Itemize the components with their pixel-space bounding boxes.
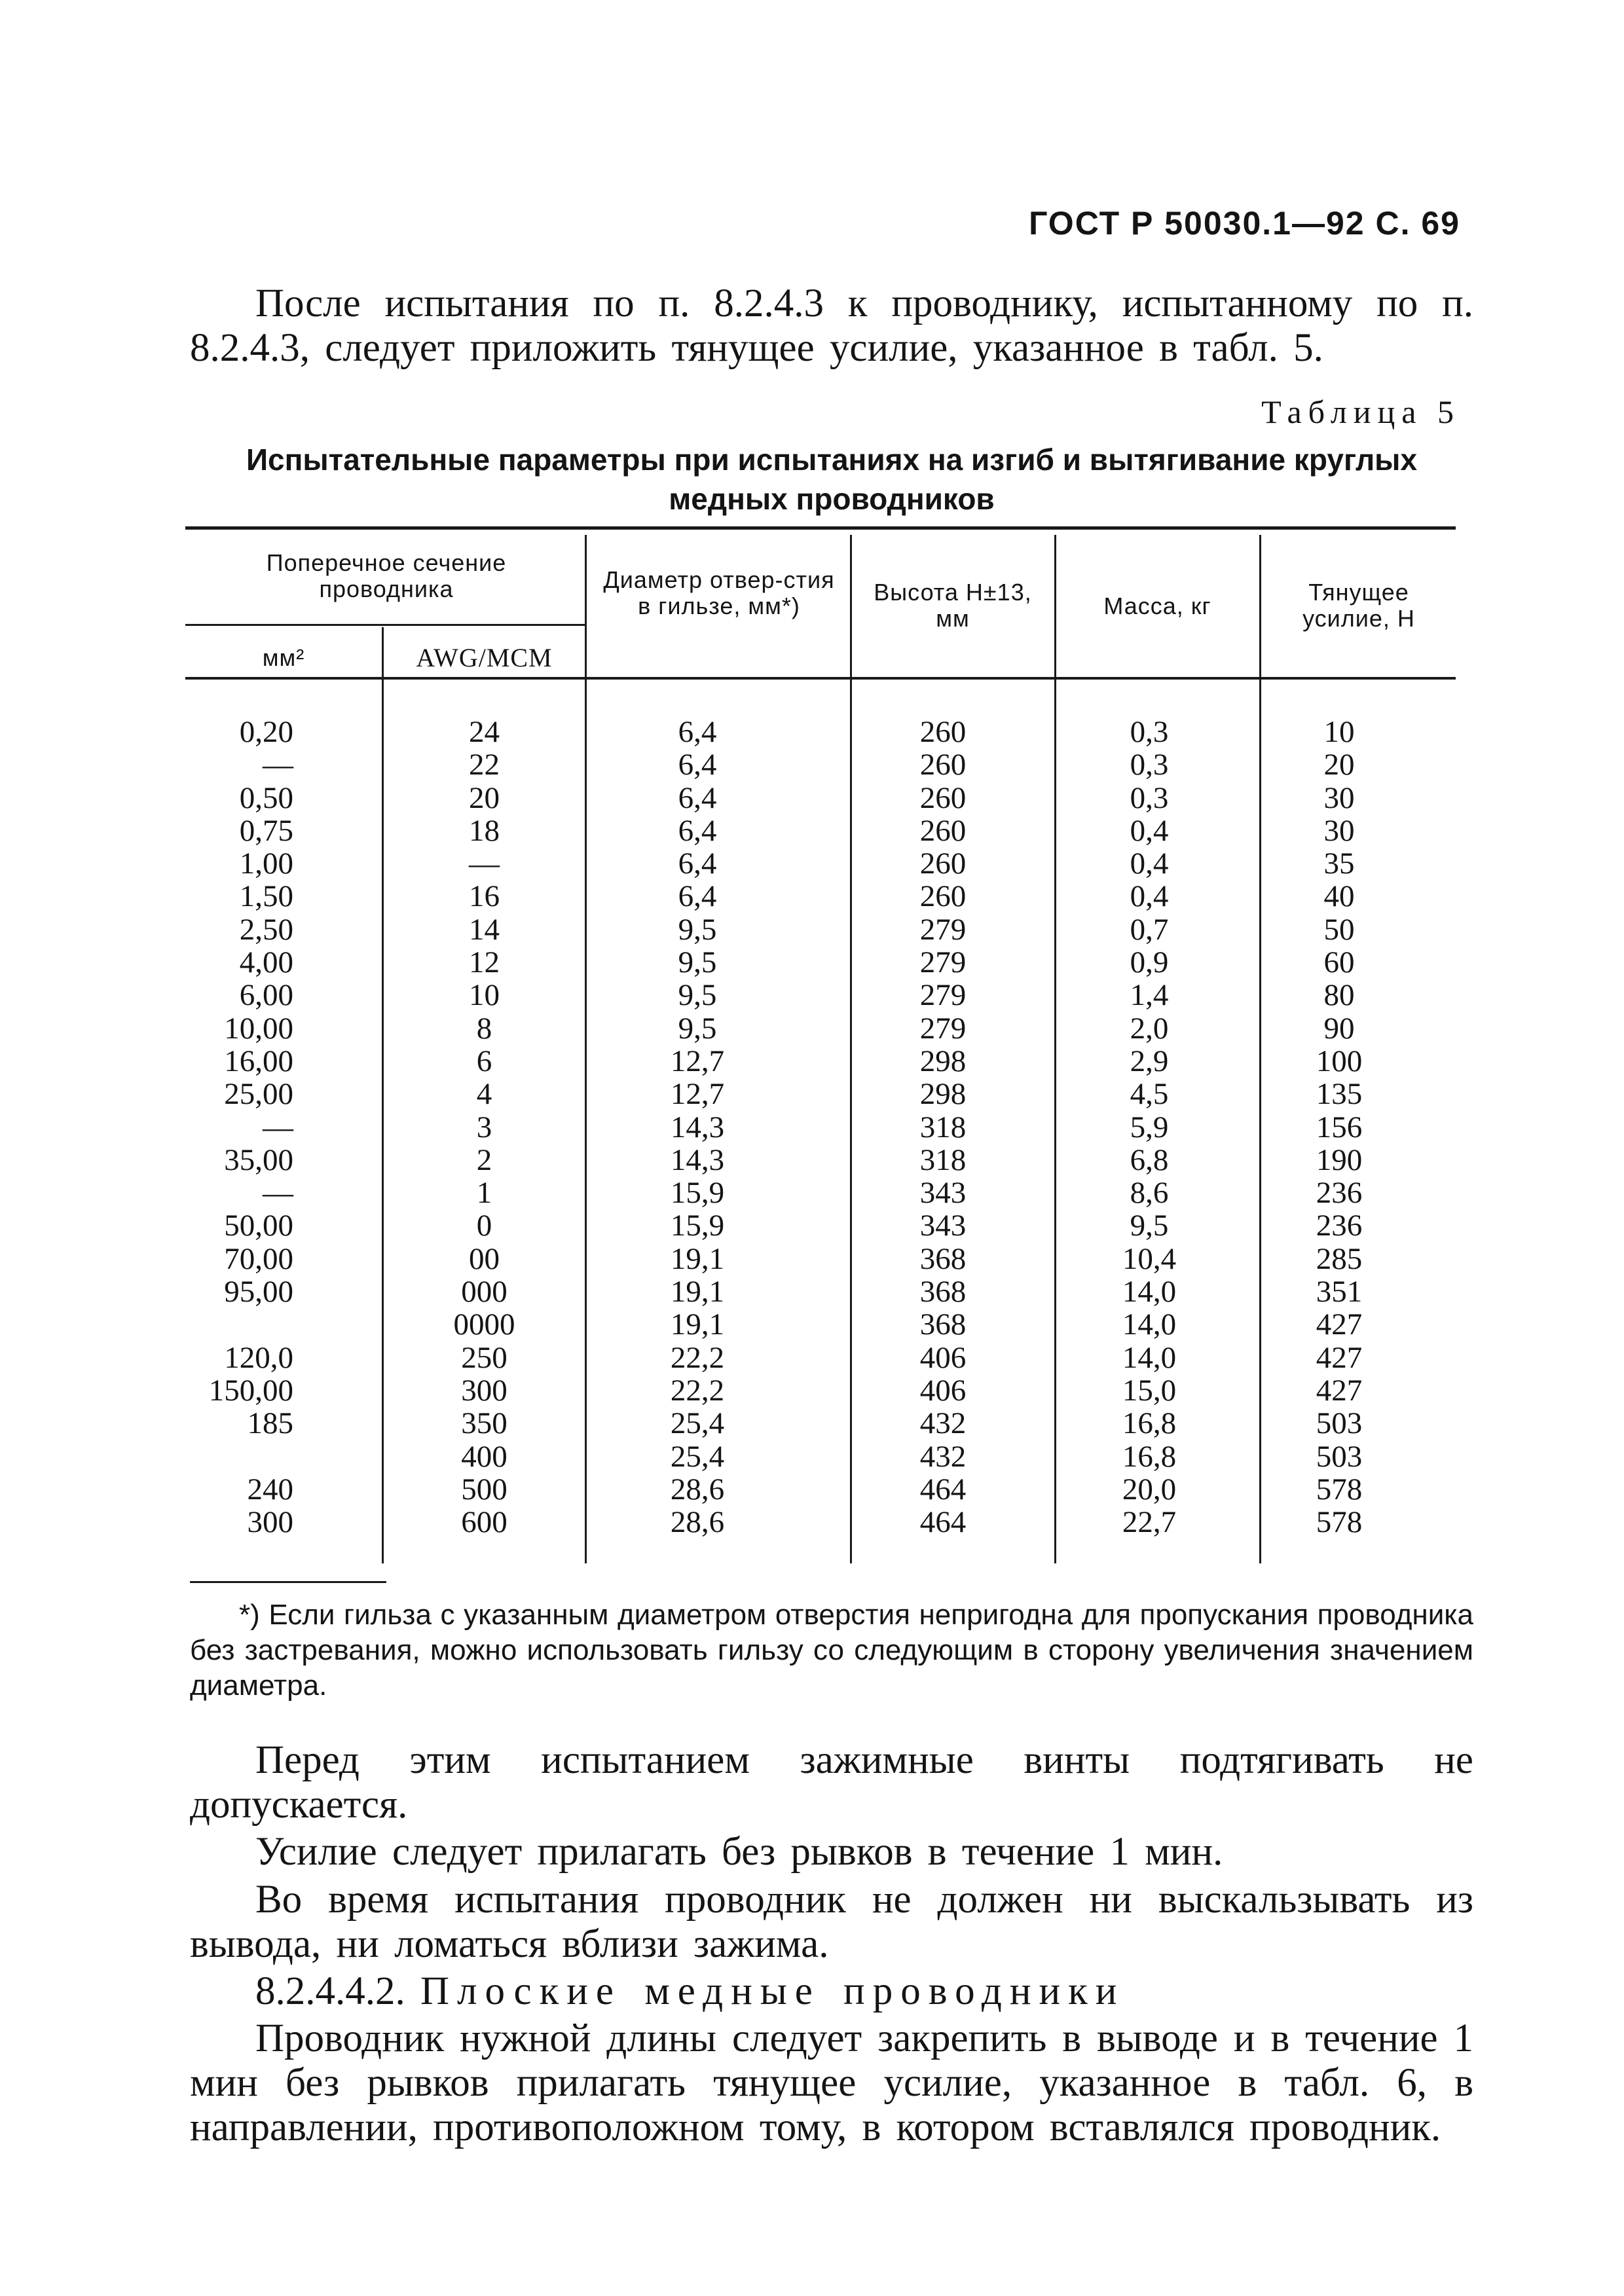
table-cell-height: 318 <box>919 1110 967 1144</box>
table-cell-mm2: 0,20 <box>239 715 293 749</box>
col-divider-3 <box>850 535 852 1563</box>
header-awg: AWG/MCM <box>416 643 553 672</box>
table-cell-mass: 6,8 <box>1130 1142 1169 1177</box>
table-cell-awg: 1 <box>476 1176 492 1211</box>
table-cell-force: 285 <box>1316 1241 1363 1276</box>
table-cell-height: 318 <box>919 1142 967 1177</box>
table-cell-force: 190 <box>1316 1142 1363 1177</box>
table-cell-mass: 10,4 <box>1122 1241 1177 1276</box>
table-cell-diameter: 25,4 <box>670 1406 725 1441</box>
paragraph-2: Усилие следует прилагать без рывков в течение 1 мин. <box>255 1830 1223 1874</box>
table-cell-mm2: 16,00 <box>224 1044 293 1078</box>
table-cell-height: 260 <box>919 748 967 782</box>
table-cell-height: 432 <box>919 1439 967 1474</box>
table-cell-mass: 15,0 <box>1122 1373 1177 1408</box>
table-cell-mm2: — <box>263 1110 293 1144</box>
table-cell-awg: 12 <box>469 945 500 980</box>
table-cell-force: 10 <box>1323 715 1355 749</box>
table-cell-diameter: 6,4 <box>678 748 717 782</box>
table-cell-force: 503 <box>1316 1406 1363 1441</box>
table-cell-height: 464 <box>919 1472 967 1506</box>
table-cell-awg: 0000 <box>453 1307 515 1342</box>
table-cell-force: 236 <box>1316 1209 1363 1243</box>
table-cell-mm2: 240 <box>247 1472 293 1506</box>
table-cell-height: 432 <box>919 1406 967 1441</box>
table-cell-awg: 250 <box>461 1340 507 1375</box>
table-cell-mm2: 10,00 <box>224 1011 293 1046</box>
table-cell-height: 343 <box>919 1176 967 1211</box>
table-cell-mass: 1,4 <box>1130 978 1169 1013</box>
table-cell-awg: 14 <box>469 912 500 947</box>
col-divider-2 <box>585 535 587 1563</box>
table-cell-mass: 14,0 <box>1122 1307 1177 1342</box>
header-diameter: Диаметр отвер-стия в гильзе, мм*) <box>603 566 835 619</box>
table-cell-mass: 2,9 <box>1130 1044 1169 1078</box>
table-cell-force: 236 <box>1316 1176 1363 1211</box>
table-cell-awg: 300 <box>461 1373 507 1408</box>
table-cell-height: 260 <box>919 847 967 881</box>
table-cell-force: 503 <box>1316 1439 1363 1474</box>
column-diameter <box>625 716 769 1539</box>
table-cell-height: 279 <box>919 978 967 1013</box>
cross-section-subheader-rule <box>185 624 585 626</box>
table-cell-mass: 5,9 <box>1130 1110 1169 1144</box>
page-header: ГОСТ Р 50030.1—92 С. 69 <box>1029 205 1460 242</box>
table-cell-mm2: 300 <box>247 1505 293 1540</box>
table-cell-mm2: 1,00 <box>239 847 293 881</box>
table-cell-mass: 20,0 <box>1122 1472 1177 1506</box>
table-cell-awg: 20 <box>469 780 500 815</box>
table-cell-mm2: 150,00 <box>208 1373 293 1408</box>
table-cell-diameter: 28,6 <box>670 1472 725 1506</box>
table-cell-awg: 350 <box>461 1406 507 1441</box>
table-cell-force: 30 <box>1323 780 1355 815</box>
table-cell-diameter: 6,4 <box>678 715 717 749</box>
table-cell-force: 35 <box>1323 847 1355 881</box>
section-heading <box>190 1969 1473 2014</box>
table-cell-diameter: 12,7 <box>670 1044 725 1078</box>
table-cell-mass: 0,3 <box>1130 748 1169 782</box>
table-cell-mass: 16,8 <box>1122 1406 1177 1441</box>
table-cell-height: 406 <box>919 1373 967 1408</box>
table-cell-force: 60 <box>1323 945 1355 980</box>
table-cell-awg: 10 <box>469 978 500 1013</box>
table-cell-diameter: 25,4 <box>670 1439 725 1474</box>
table-cell-diameter: 28,6 <box>670 1505 725 1540</box>
table-title: Испытательные параметры при испытаниях на изгиб и вытягивание круглых медных проводников <box>246 443 1418 516</box>
table-cell-mm2: 50,00 <box>224 1209 293 1243</box>
table-cell-diameter: 6,4 <box>678 813 717 848</box>
table-cell-force: 90 <box>1323 1011 1355 1046</box>
table-cell-mm2: 1,50 <box>239 879 293 914</box>
table-cell-awg: 16 <box>469 879 500 914</box>
paragraph-4: Проводник нужной длины следует закрепить в выводе и в течение 1 мин без рывков прилагать тянущее усилие, указанное в табл. 6, в направлении, противоположном тому, в котором вставлялся проводник. <box>190 2016 1473 2149</box>
table-cell-mm2: 35,00 <box>224 1142 293 1177</box>
table-cell-diameter: 6,4 <box>678 879 717 914</box>
table-cell-mass: 2,0 <box>1130 1011 1169 1046</box>
table-cell-mm2: — <box>263 748 293 782</box>
table-cell-mass: 16,8 <box>1122 1439 1177 1474</box>
table-cell-height: 298 <box>919 1044 967 1078</box>
table-cell-mm2: — <box>263 1176 293 1211</box>
table-cell-force: 100 <box>1316 1044 1363 1078</box>
table-cell-mm2: 0,50 <box>239 780 293 815</box>
table-cell-height: 343 <box>919 1209 967 1243</box>
table-cell-height: 298 <box>919 1077 967 1112</box>
header-force: Тянущее усилие, Н <box>1302 579 1415 632</box>
column-awg <box>384 716 585 1539</box>
table-cell-diameter: 9,5 <box>678 945 717 980</box>
table-cell-diameter: 6,4 <box>678 780 717 815</box>
table-cell-height: 260 <box>919 780 967 815</box>
table-cell-awg: 600 <box>461 1505 507 1540</box>
table-cell-mm2: 4,00 <box>239 945 293 980</box>
table-cell-awg: 3 <box>476 1110 492 1144</box>
table-cell-mass: 0,4 <box>1130 847 1169 881</box>
col-divider-5 <box>1259 535 1261 1563</box>
table-cell-force: 135 <box>1316 1077 1363 1112</box>
column-mm2 <box>185 716 293 1539</box>
table-cell-diameter: 14,3 <box>670 1142 725 1177</box>
table-cell-diameter: 9,5 <box>678 978 717 1013</box>
table-cell-force: 427 <box>1316 1307 1363 1342</box>
table-cell-mm2: 95,00 <box>224 1275 293 1309</box>
table-cell-mass: 14,0 <box>1122 1340 1177 1375</box>
table-cell-mass: 0,4 <box>1130 879 1169 914</box>
table-cell-awg: 18 <box>469 813 500 848</box>
table-cell-mass: 22,7 <box>1122 1505 1177 1540</box>
table-cell-height: 368 <box>919 1307 967 1342</box>
table-cell-diameter: 22,2 <box>670 1340 725 1375</box>
table-header-bottom-rule <box>185 677 1456 680</box>
table-cell-mm2: 2,50 <box>239 912 293 947</box>
table-cell-mass: 4,5 <box>1130 1077 1169 1112</box>
footnote-rule <box>190 1581 386 1583</box>
table-cell-height: 260 <box>919 715 967 749</box>
table-cell-height: 406 <box>919 1340 967 1375</box>
table-cell-force: 427 <box>1316 1340 1363 1375</box>
table-cell-mass: 0,3 <box>1130 715 1169 749</box>
table-cell-diameter: 19,1 <box>670 1241 725 1276</box>
table-cell-awg: 00 <box>469 1241 500 1276</box>
table-cell-awg: 500 <box>461 1472 507 1506</box>
table-cell-mass: 0,4 <box>1130 813 1169 848</box>
table-cell-mass: 14,0 <box>1122 1275 1177 1309</box>
table-cell-mm2: 70,00 <box>224 1241 293 1276</box>
table-cell-height: 279 <box>919 912 967 947</box>
table-cell-force: 578 <box>1316 1472 1363 1506</box>
table-cell-force: 20 <box>1323 748 1355 782</box>
table-cell-awg: 8 <box>476 1011 492 1046</box>
column-mass <box>1084 716 1215 1539</box>
table-cell-force: 427 <box>1316 1373 1363 1408</box>
table-cell-diameter: 6,4 <box>678 847 717 881</box>
table-cell-mass: 9,5 <box>1130 1209 1169 1243</box>
table-cell-height: 279 <box>919 945 967 980</box>
col-divider-4 <box>1054 535 1056 1563</box>
table-cell-force: 156 <box>1316 1110 1363 1144</box>
table-cell-awg: 0 <box>476 1209 492 1243</box>
table-cell-force: 50 <box>1323 912 1355 947</box>
table-cell-diameter: 15,9 <box>670 1176 725 1211</box>
table-footnote: *) Если гильза с указанным диаметром отверстия непригодна для пропускания проводника без застревания, можно использовать гильзу со следующим в сторону увеличения значением диаметра. <box>190 1599 1473 1702</box>
table-cell-force: 40 <box>1323 879 1355 914</box>
table-cell-awg: 400 <box>461 1439 507 1474</box>
table-cell-mm2 <box>185 1308 293 1341</box>
table-cell-mm2: 25,00 <box>224 1077 293 1112</box>
paragraph-3: Во время испытания проводник не должен ни выскальзывать из вывода, ни ломаться вблизи зажима. <box>190 1878 1473 1966</box>
table-cell-height: 368 <box>919 1275 967 1309</box>
paragraph-1: Перед этим испытанием зажимные винты подтягивать не допускается. <box>190 1738 1473 1827</box>
table-cell-awg: 24 <box>469 715 500 749</box>
table-cell-mass: 0,3 <box>1130 780 1169 815</box>
table-cell-mass: 8,6 <box>1130 1176 1169 1211</box>
table-cell-height: 260 <box>919 879 967 914</box>
table-cell-mass: 0,7 <box>1130 912 1169 947</box>
header-height: Высота H±13, мм <box>874 579 1032 632</box>
section-number: 8.2.4.4.2. <box>255 1969 405 2013</box>
table-cell-diameter: 9,5 <box>678 912 717 947</box>
table-cell-awg: 6 <box>476 1044 492 1078</box>
table-cell-mm2: 185 <box>247 1406 293 1441</box>
column-force <box>1280 716 1398 1539</box>
table-cell-awg: 2 <box>476 1142 492 1177</box>
table-cell-height: 279 <box>919 1011 967 1046</box>
table-cell-force: 578 <box>1316 1505 1363 1540</box>
column-height <box>877 716 1008 1539</box>
table-cell-mass: 0,9 <box>1130 945 1169 980</box>
table-cell-diameter: 9,5 <box>678 1011 717 1046</box>
table-cell-diameter: 14,3 <box>670 1110 725 1144</box>
intro-paragraph: После испытания по п. 8.2.4.3 к проводнику, испытанному по п. 8.2.4.3, следует приложить тянущее усилие, указанное в табл. 5. <box>190 282 1473 370</box>
table-cell-diameter: 22,2 <box>670 1373 725 1408</box>
table-cell-height: 260 <box>919 813 967 848</box>
header-cross-section: Поперечное сечение проводника <box>266 549 507 602</box>
table-cell-force: 30 <box>1323 813 1355 848</box>
table-cell-height: 368 <box>919 1241 967 1276</box>
table-cell-diameter: 12,7 <box>670 1077 725 1112</box>
table-cell-awg: 000 <box>461 1275 507 1309</box>
table-cell-diameter: 15,9 <box>670 1209 725 1243</box>
section-title: Плоские медные проводники <box>420 1969 1125 2013</box>
table-cell-diameter: 19,1 <box>670 1307 725 1342</box>
table-cell-awg: 22 <box>469 748 500 782</box>
table-cell-force: 351 <box>1316 1275 1363 1309</box>
table-cell-height: 464 <box>919 1505 967 1540</box>
table-cell-mm2 <box>185 1440 293 1473</box>
table-label: Таблица 5 <box>1261 393 1460 430</box>
table-cell-mm2: 0,75 <box>239 813 293 848</box>
table-cell-awg: 4 <box>476 1077 492 1112</box>
table-cell-diameter: 19,1 <box>670 1275 725 1309</box>
table-cell-awg: — <box>469 847 500 881</box>
header-mass: Масса, кг <box>1103 592 1211 619</box>
table-cell-force: 80 <box>1323 978 1355 1013</box>
table-top-rule <box>185 526 1456 530</box>
header-mm2: мм² <box>262 644 305 671</box>
table-cell-mm2: 6,00 <box>239 978 293 1013</box>
table-cell-mm2: 120,0 <box>224 1340 293 1375</box>
